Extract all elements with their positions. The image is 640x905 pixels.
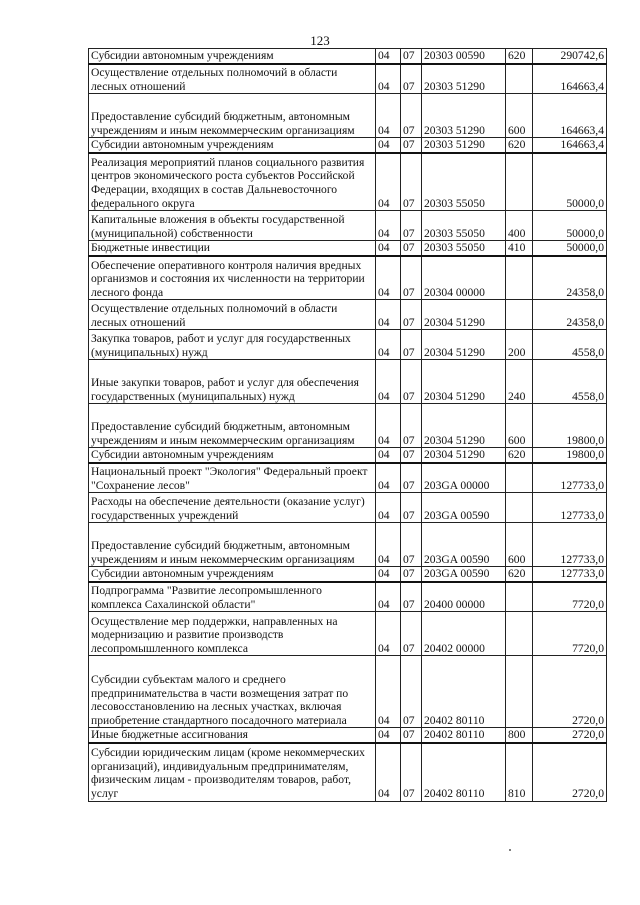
table-row [89,256,607,300]
section-code-cell: 04 [376,463,401,493]
amount-cell: 2720,0 [533,728,607,743]
expense-type-cell [506,256,533,300]
expense-type-cell [506,300,533,330]
section-code-cell: 04 [376,153,401,211]
amount-cell: 7720,0 [533,582,607,612]
amount-cell: 2720,0 [533,656,607,728]
section-code-cell: 04 [376,582,401,612]
target-article-cell: 20304 00000 [422,256,506,300]
section-code-cell: 04 [376,49,401,64]
amount-cell: 4558,0 [533,330,607,360]
row-name-cell: Иные закупки товаров, работ и услуг для обеспечения государственных (муниципальных) нужд [89,360,376,404]
expense-type-cell: 400 [506,211,533,241]
row-name-cell: Предоставление субсидий бюджетным, автономным учреждениям и иным некоммерческим организациям [89,404,376,448]
amount-cell: 127733,0 [533,523,607,567]
subsection-code-cell: 07 [401,404,422,448]
table-row [89,523,607,567]
amount-cell: 2720,0 [533,743,607,801]
section-code-cell: 04 [376,64,401,94]
target-article-cell: 20303 55050 [422,153,506,211]
table-row [89,404,607,448]
subsection-code-cell: 07 [401,330,422,360]
row-name-cell: Субсидии автономным учреждениям [89,448,376,463]
amount-cell: 4558,0 [533,360,607,404]
target-article-cell: 20303 55050 [422,211,506,241]
amount-cell: 127733,0 [533,493,607,523]
subsection-code-cell: 07 [401,493,422,523]
table-row [89,612,607,656]
row-name-cell: Обеспечение оперативного контроля наличия вредных организмов и состояния их численности на территории лесного фонда [89,256,376,300]
table-row [89,448,607,463]
expense-type-cell: 600 [506,404,533,448]
subsection-code-cell: 07 [401,153,422,211]
target-article-cell: 203GA 00590 [422,523,506,567]
row-name-cell: Субсидии субъектам малого и среднего предпринимательства в части возмещения затрат по лесовосстановлению на лесных участках, включая приобретение стандартного посадочного материала [89,656,376,728]
table-row [89,656,607,728]
amount-cell: 24358,0 [533,256,607,300]
row-name-cell: Предоставление субсидий бюджетным, автономным учреждениям и иным некоммерческим организациям [89,94,376,138]
section-code-cell: 04 [376,94,401,138]
row-name-cell: Национальный проект "Экология" Федеральный проект "Сохранение лесов" [89,463,376,493]
subsection-code-cell: 07 [401,300,422,330]
target-article-cell: 20304 51290 [422,448,506,463]
subsection-code-cell: 07 [401,94,422,138]
target-article-cell: 20303 51290 [422,138,506,153]
amount-cell: 164663,4 [533,64,607,94]
section-code-cell: 04 [376,330,401,360]
section-code-cell: 04 [376,743,401,801]
section-code-cell: 04 [376,241,401,256]
subsection-code-cell: 07 [401,64,422,94]
expense-type-cell: 240 [506,360,533,404]
amount-cell: 50000,0 [533,153,607,211]
amount-cell: 127733,0 [533,463,607,493]
amount-cell: 7720,0 [533,612,607,656]
section-code-cell: 04 [376,404,401,448]
expense-type-cell: 410 [506,241,533,256]
page-number: 123 [310,33,330,48]
table-row [89,153,607,211]
target-article-cell: 20400 00000 [422,582,506,612]
target-article-cell: 20304 51290 [422,330,506,360]
table-row [89,241,607,256]
table-row [89,64,607,94]
section-code-cell: 04 [376,256,401,300]
amount-cell: 24358,0 [533,300,607,330]
amount-cell: 127733,0 [533,567,607,582]
expense-type-cell [506,493,533,523]
target-article-cell: 20303 51290 [422,64,506,94]
expense-type-cell: 620 [506,49,533,64]
amount-cell: 50000,0 [533,211,607,241]
table-row [89,582,607,612]
target-article-cell: 203GA 00000 [422,463,506,493]
table-row [89,49,607,64]
subsection-code-cell: 07 [401,360,422,404]
expense-type-cell [506,64,533,94]
amount-cell: 50000,0 [533,241,607,256]
section-code-cell: 04 [376,493,401,523]
expense-type-cell: 600 [506,94,533,138]
table-row [89,211,607,241]
table-row [89,330,607,360]
row-name-cell: Субсидии автономным учреждениям [89,49,376,64]
subsection-code-cell: 07 [401,728,422,743]
subsection-code-cell: 07 [401,582,422,612]
row-name-cell: Осуществление отдельных полномочий в области лесных отношений [89,300,376,330]
subsection-code-cell: 07 [401,656,422,728]
target-article-cell: 20304 51290 [422,300,506,330]
target-article-cell: 20402 00000 [422,612,506,656]
section-code-cell: 04 [376,300,401,330]
table-row [89,94,607,138]
section-code-cell: 04 [376,138,401,153]
row-name-cell: Субсидии юридическим лицам (кроме некоммерческих организаций), индивидуальным предпринимателям, физическим лицам - производителям товаров, работ, услуг [89,743,376,801]
expense-type-cell [506,463,533,493]
target-article-cell: 20402 80110 [422,728,506,743]
expense-type-cell [506,612,533,656]
subsection-code-cell: 07 [401,138,422,153]
table-row [89,463,607,493]
target-article-cell: 20402 80110 [422,656,506,728]
expense-type-cell [506,153,533,211]
section-code-cell: 04 [376,448,401,463]
target-article-cell: 203GA 00590 [422,567,506,582]
row-name-cell: Осуществление мер поддержки, направленных на модернизацию и развитие производств лесопромышленного комплекса [89,612,376,656]
subsection-code-cell: 07 [401,567,422,582]
subsection-code-cell: 07 [401,241,422,256]
table-row [89,567,607,582]
row-name-cell: Подпрограмма "Развитие лесопромышленного комплекса Сахалинской области" [89,582,376,612]
expense-type-cell: 620 [506,448,533,463]
subsection-code-cell: 07 [401,743,422,801]
table-row [89,300,607,330]
row-name-cell: Капитальные вложения в объекты государственной (муниципальной) собственности [89,211,376,241]
row-name-cell: Расходы на обеспечение деятельности (оказание услуг) государственных учреждений [89,493,376,523]
subsection-code-cell: 07 [401,49,422,64]
table-row [89,728,607,743]
subsection-code-cell: 07 [401,463,422,493]
target-article-cell: 20303 55050 [422,241,506,256]
target-article-cell: 20304 51290 [422,360,506,404]
target-article-cell: 20303 00590 [422,49,506,64]
section-code-cell: 04 [376,567,401,582]
subsection-code-cell: 07 [401,448,422,463]
table-row [89,493,607,523]
row-name-cell: Бюджетные инвестиции [89,241,376,256]
row-name-cell: Предоставление субсидий бюджетным, автономным учреждениям и иным некоммерческим организациям [89,523,376,567]
row-name-cell: Субсидии автономным учреждениям [89,567,376,582]
expense-type-cell: 800 [506,728,533,743]
row-name-cell: Закупка товаров, работ и услуг для государственных (муниципальных) нужд [89,330,376,360]
table-row [89,743,607,801]
amount-cell: 290742,6 [533,49,607,64]
section-code-cell: 04 [376,211,401,241]
amount-cell: 164663,4 [533,138,607,153]
row-name-cell: Иные бюджетные ассигнования [89,728,376,743]
subsection-code-cell: 07 [401,523,422,567]
expense-type-cell: 600 [506,523,533,567]
target-article-cell: 20303 51290 [422,94,506,138]
expense-type-cell [506,656,533,728]
amount-cell: 19800,0 [533,448,607,463]
target-article-cell: 203GA 00590 [422,493,506,523]
table-row [89,138,607,153]
subsection-code-cell: 07 [401,256,422,300]
section-code-cell: 04 [376,612,401,656]
section-code-cell: 04 [376,728,401,743]
subsection-code-cell: 07 [401,211,422,241]
row-name-cell: Субсидии автономным учреждениям [89,138,376,153]
table-row [89,360,607,404]
row-name-cell: Осуществление отдельных полномочий в области лесных отношений [89,64,376,94]
row-name-cell: Реализация мероприятий планов социального развития центров экономического роста субъектов Российской Федерации, входящих в состав Дальневосточного федерального округа [89,153,376,211]
expense-type-cell: 620 [506,138,533,153]
section-code-cell: 04 [376,523,401,567]
budget-table [88,48,607,802]
scan-speck [509,849,511,851]
subsection-code-cell: 07 [401,612,422,656]
expense-type-cell: 620 [506,567,533,582]
amount-cell: 164663,4 [533,94,607,138]
expense-type-cell: 200 [506,330,533,360]
target-article-cell: 20304 51290 [422,404,506,448]
expense-type-cell: 810 [506,743,533,801]
target-article-cell: 20402 80110 [422,743,506,801]
section-code-cell: 04 [376,360,401,404]
expense-type-cell [506,582,533,612]
amount-cell: 19800,0 [533,404,607,448]
section-code-cell: 04 [376,656,401,728]
